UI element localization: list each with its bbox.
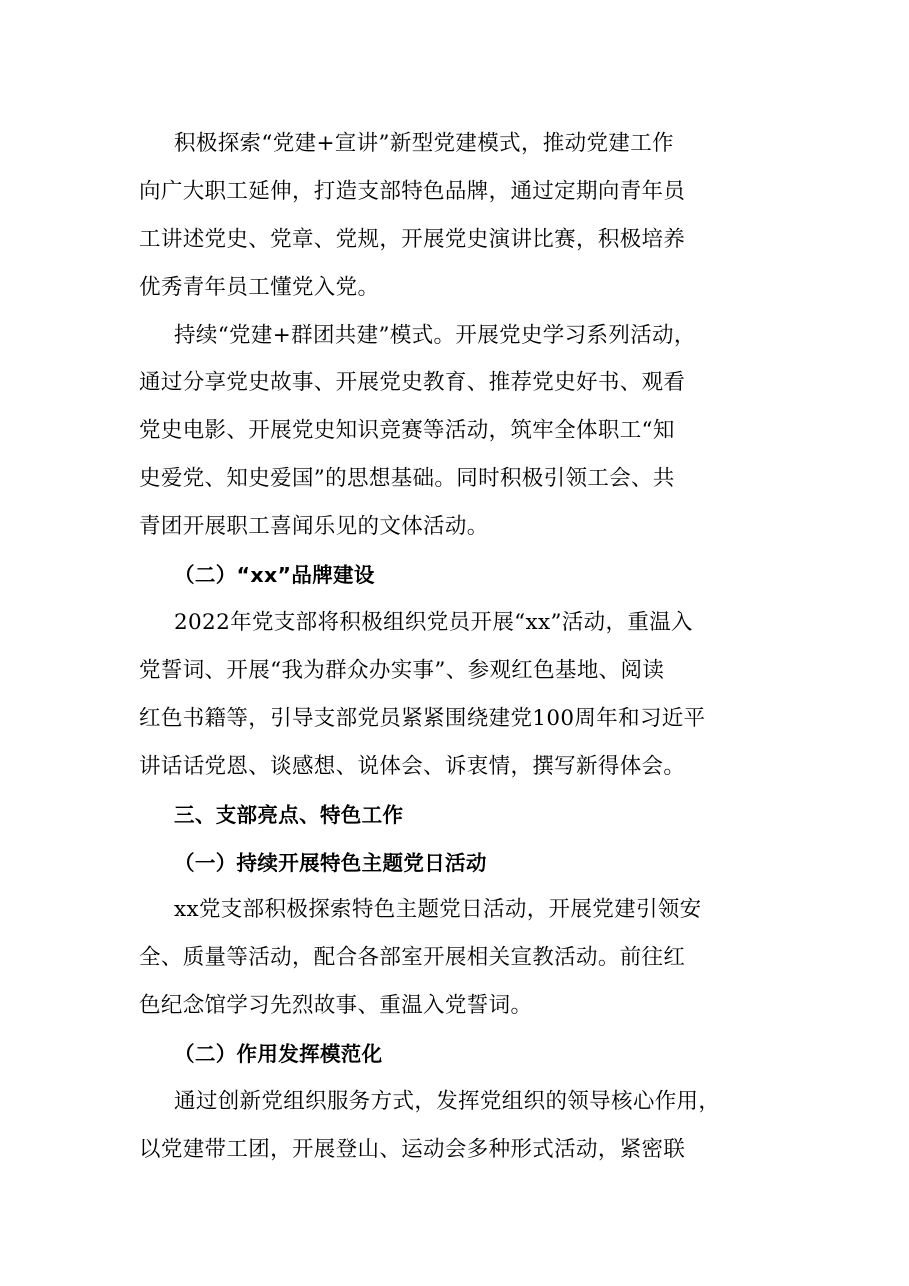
text-line: 持续“党建+群团共建”模式。开展党史学习系列活动， (174, 323, 696, 348)
text-line: 讲话话党恩、谈感想、说体会、诉衷情，撰写新得体会。 (139, 754, 686, 779)
text-line: 红色书籍等，引导支部党员紧紧围绕建党100周年和习近平 (139, 706, 706, 731)
text-line: 工讲述党史、党章、党规，开展党史演讲比赛，积极培养 (139, 227, 686, 252)
text-line: 2022年党支部将积极组织党员开展“xx”活动，重温入 (174, 610, 693, 635)
section-heading: （二）“xx”品牌建设 (174, 563, 375, 587)
text-line: 青团开展职工喜闻乐见的文体活动。 (139, 514, 489, 539)
text-line: 色纪念馆学习先烈故事、重温入党誓词。 (139, 993, 533, 1018)
text-line: 向广大职工延伸，打造支部特色品牌，通过定期向青年员 (139, 179, 686, 204)
text-line: 通过分享党史故事、开展党史教育、推荐党史好书、观看 (139, 370, 686, 395)
section-heading: （一）持续开展特色主题党日活动 (174, 851, 487, 875)
text-line: 党史电影、开展党史知识竞赛等活动，筑牢全体职工“知 (139, 418, 675, 443)
text-line: 优秀青年员工懂党入党。 (139, 275, 380, 300)
section-heading: 三、支部亮点、特色工作 (174, 803, 404, 827)
text-line: 通过创新党组织服务方式，发挥党组织的领导核心作用， (174, 1089, 721, 1114)
text-line: 党誓词、开展“我为群众办实事”、参观红色基地、阅读 (139, 658, 665, 683)
text-line: 全、质量等活动，配合各部室开展相关宣教活动。前往红 (139, 945, 686, 970)
text-line: xx党支部积极探索特色主题党日活动，开展党建引领安 (174, 897, 702, 922)
text-line: 积极探索“党建+宣讲”新型党建模式，推动党建工作 (174, 131, 674, 156)
text-line: 史爱党、知史爱国”的思想基础。同时积极引领工会、共 (139, 466, 675, 491)
section-heading: （二）作用发挥模范化 (174, 1042, 383, 1066)
text-line: 以党建带工团，开展登山、运动会多种形式活动，紧密联 (139, 1137, 686, 1162)
